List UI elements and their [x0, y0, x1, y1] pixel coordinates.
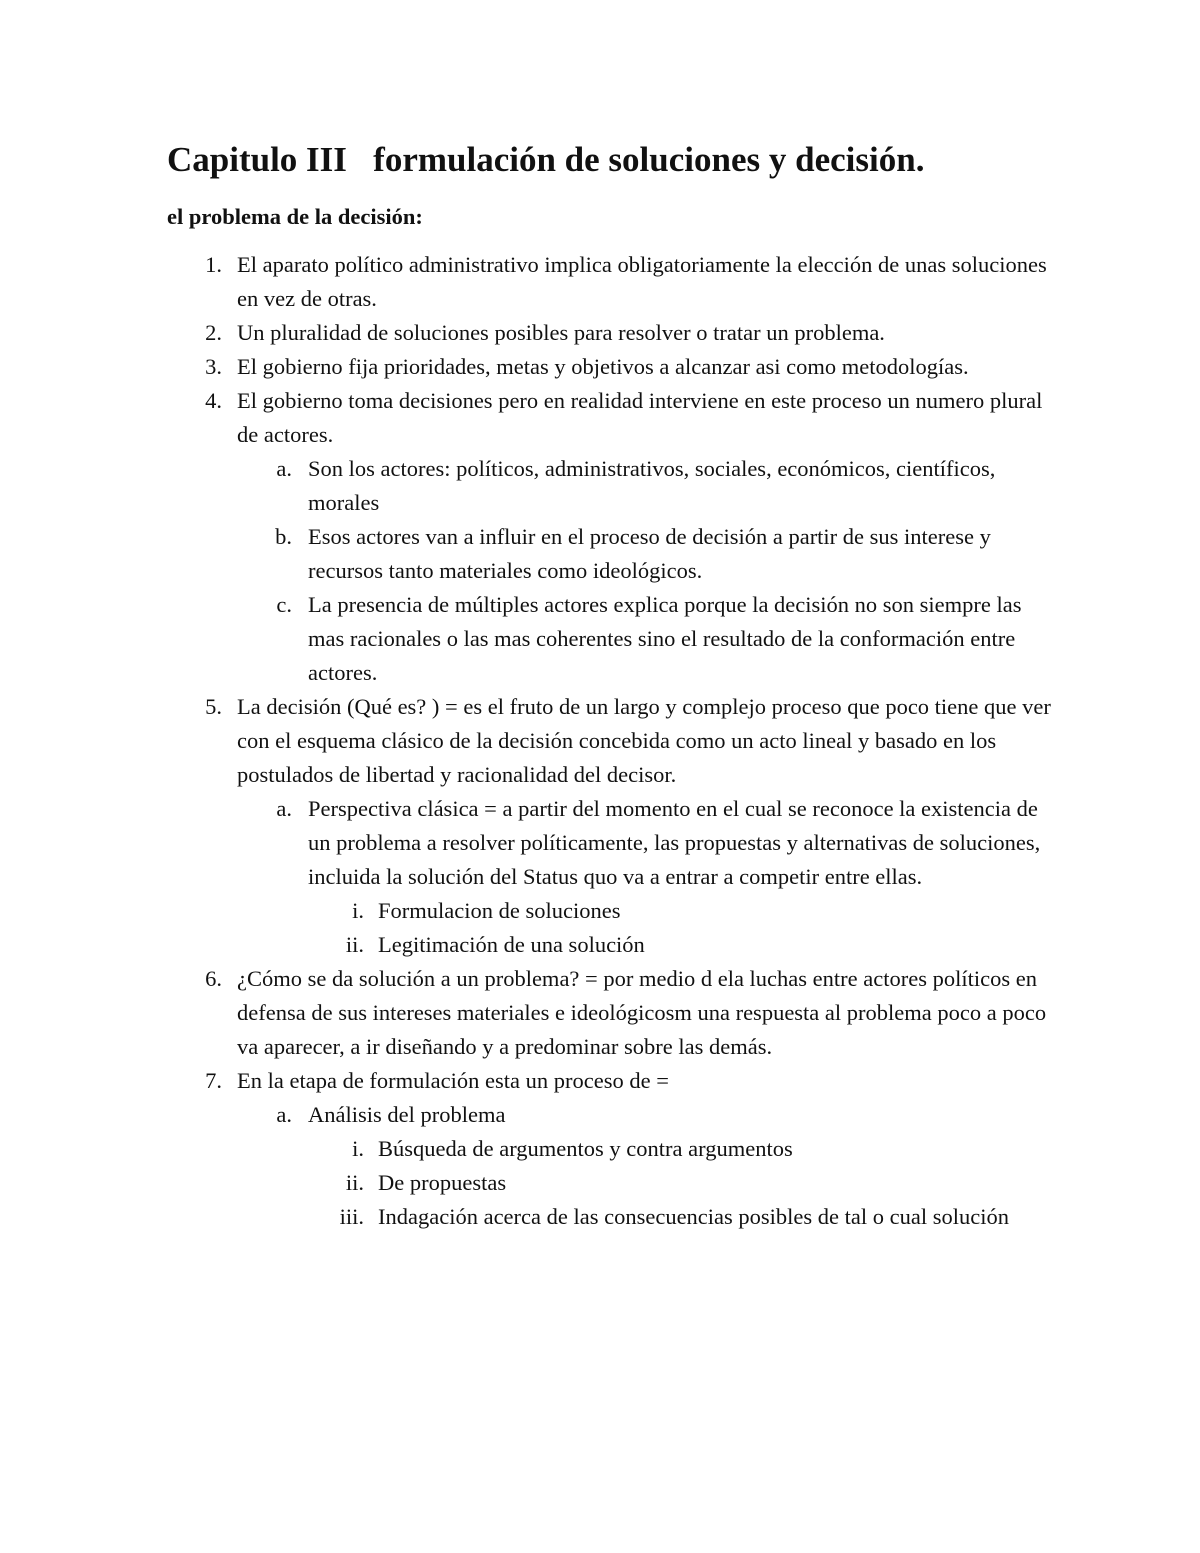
- list-marker: 2.: [205, 320, 222, 345]
- list-subitem-4c: [0, 588, 1200, 690]
- list-item-1: [0, 248, 1200, 316]
- list-item-text: Análisis del problema: [308, 1102, 506, 1127]
- list-item-text: Perspectiva clásica = a partir del momento en el cual se reconoce la existencia de un problema a resolver políticamente, las propuestas y alternativas de soluciones, incluida la solución del Status quo va a entrar a competir entre ellas.: [308, 796, 1041, 889]
- list-item-text: La presencia de múltiples actores explica porque la decisión no son siempre las mas racionales o las mas coherentes sino el resultado de la conformación entre actores.: [308, 592, 1022, 685]
- list-subitem-7a-ii: [0, 1166, 1200, 1200]
- list-subitem-7a-i: [0, 1132, 1200, 1166]
- list-item-text: Indagación acerca de las consecuencias posibles de tal o cual solución: [378, 1204, 1009, 1229]
- list-subitem-5a-ii: [0, 928, 1200, 962]
- list-item-text: Formulacion de soluciones: [378, 898, 621, 923]
- list-item-5: [0, 690, 1200, 792]
- list-marker: 6.: [205, 966, 222, 991]
- list-item-text: Esos actores van a influir en el proceso de decisión a partir de sus interese y recursos tanto materiales como ideológicos.: [308, 524, 991, 583]
- list-subitem-5a: [0, 792, 1200, 894]
- list-subitem-7a-iii: [0, 1200, 1200, 1234]
- list-item-3: [0, 350, 1200, 384]
- list-marker: b.: [275, 524, 292, 549]
- list-item-text: La decisión (Qué es? ) = es el fruto de un largo y complejo proceso que poco tiene que ver con el esquema clásico de la decisión concebida como un acto lineal y basado en los postulados de libertad y racionalidad del decisor.: [237, 694, 1051, 787]
- list-marker: 1.: [205, 252, 222, 277]
- list-subitem-4b: [0, 520, 1200, 588]
- list-marker: i.: [352, 1136, 364, 1161]
- list-marker: 7.: [205, 1068, 222, 1093]
- list-item-text: ¿Cómo se da solución a un problema? = por medio d ela luchas entre actores políticos en defensa de sus intereses materiales e ideológicosm una respuesta al problema poco a poco va aparecer, a ir diseñando y a predominar sobre las demás.: [237, 966, 1047, 1059]
- list-marker: c.: [276, 592, 292, 617]
- list-subitem-4a: [0, 452, 1200, 520]
- document-title: Capitulo III formulación de soluciones y decisión.: [167, 140, 925, 179]
- list-item-7: [0, 1064, 1200, 1098]
- list-item-text: El aparato político administrativo implica obligatoriamente la elección de unas soluciones en vez de otras.: [237, 252, 1047, 311]
- section-heading: el problema de la decisión:: [167, 204, 423, 229]
- list-marker: a.: [276, 1102, 292, 1127]
- list-marker: 5.: [205, 694, 222, 719]
- list-item-text: Legitimación de una solución: [378, 932, 645, 957]
- list-item-text: De propuestas: [378, 1170, 507, 1195]
- list-marker: a.: [276, 796, 292, 821]
- list-marker: iii.: [339, 1204, 364, 1229]
- list-marker: 4.: [205, 388, 222, 413]
- list-item-4: [0, 384, 1200, 452]
- list-marker: 3.: [205, 354, 222, 379]
- list-marker: i.: [352, 898, 364, 923]
- list-item-text: Un pluralidad de soluciones posibles para resolver o tratar un problema.: [237, 320, 885, 345]
- list-item-2: [0, 316, 1200, 350]
- list-item-text: El gobierno fija prioridades, metas y objetivos a alcanzar asi como metodologías.: [237, 354, 969, 379]
- list-item-6: [0, 962, 1200, 1064]
- list-item-text: En la etapa de formulación esta un proceso de =: [237, 1068, 669, 1093]
- list-marker: a.: [276, 456, 292, 481]
- list-marker: ii.: [345, 932, 364, 957]
- list-subitem-5a-i: [0, 894, 1200, 928]
- list-item-text: Son los actores: políticos, administrativos, sociales, económicos, científicos, morales: [308, 456, 996, 515]
- list-marker: ii.: [345, 1170, 364, 1195]
- list-subitem-7a: [0, 1098, 1200, 1132]
- list-item-text: Búsqueda de argumentos y contra argumentos: [378, 1136, 793, 1161]
- list-item-text: El gobierno toma decisiones pero en realidad interviene en este proceso un numero plural de actores.: [237, 388, 1043, 447]
- outline-list: [0, 248, 1200, 1234]
